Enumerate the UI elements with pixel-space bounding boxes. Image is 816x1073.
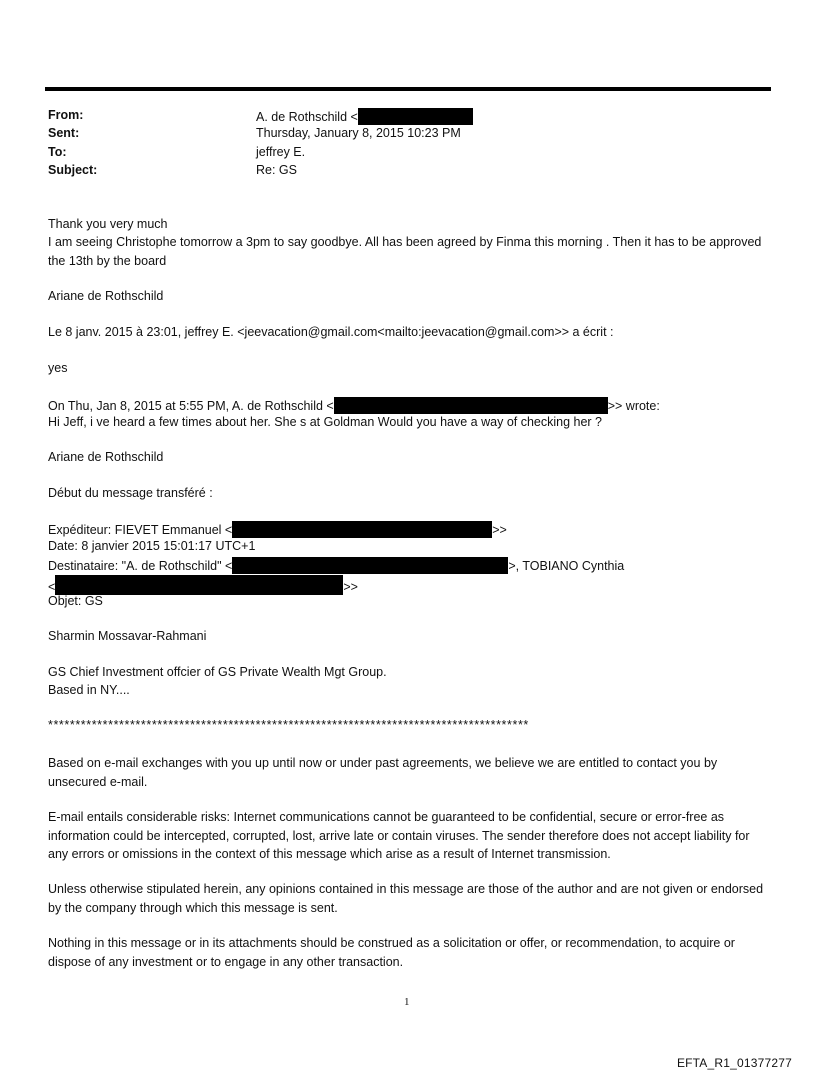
redaction-box: [232, 557, 508, 574]
from-label: From:: [48, 108, 84, 122]
body-line: Thank you very much: [48, 217, 168, 231]
separator-stars: ****************************************************************************************: [48, 718, 529, 732]
quote-intro: Le 8 janv. 2015 à 23:01, jeffrey E. <jeevacation@gmail.com<mailto:jeevacation@gmail.com>> a écrit :: [48, 325, 614, 339]
to-value: jeffrey E.: [256, 145, 306, 159]
redaction-box: [334, 397, 608, 414]
quoted-message: Hi Jeff, i ve heard a few times about her. She s at Goldman Would you have a way of checking her ?: [48, 415, 603, 429]
forward-subject: Objet: GS: [48, 594, 103, 608]
disclaimer-paragraph: E-mail entails considerable risks: Internet communications cannot be guaranteed to be confidential, secure or error-free as information could be intercepted, corrupted, lost, arrive late or contain viruses. The sender therefore does not accept liability for any errors or omissions in the context of this message which arise as a result of Internet transmission.: [48, 810, 750, 861]
from-value: [256, 108, 473, 125]
forward-recipient-cont: [48, 575, 358, 595]
to-label: To:: [48, 145, 67, 159]
person-name: Sharmin Mossavar-Rahmani: [48, 629, 207, 643]
redaction-box: [358, 108, 473, 125]
forward-recipient-cont-text: <: [48, 580, 56, 594]
forward-date: Date: 8 janvier 2015 15:01:17 UTC+1: [48, 539, 256, 553]
forward-recipient-tail: >, TOBIANO Cynthia: [508, 559, 625, 573]
forwarded-heading: Début du message transféré :: [48, 486, 213, 500]
forward-recipient-text: Destinataire: "A. de Rothschild" <: [48, 559, 233, 573]
reply-yes: yes: [48, 361, 68, 375]
document-id: EFTA_R1_01377277: [676, 1056, 792, 1070]
disclaimer-paragraph: Nothing in this message or in its attachments should be construed as a solicitation or offer, or recommendation, to acquire or dispose of any investment or to engage in any other transaction.: [48, 936, 735, 969]
person-location: Based in NY....: [48, 683, 130, 697]
header-divider: [45, 87, 771, 91]
signature: Ariane de Rothschild: [48, 450, 164, 464]
signature: Ariane de Rothschild: [48, 289, 164, 303]
forward-recipient-cont-tail: >>: [343, 580, 358, 594]
forward-recipient: [48, 557, 624, 574]
redaction-box: [232, 521, 492, 538]
body-paragraph: I am seeing Christophe tomorrow a 3pm to say goodbye. All has been agreed by Finma this morning . Then it has to be approved the 13th by the board: [48, 235, 762, 268]
subject-value: Re: GS: [256, 163, 297, 177]
forward-sender-text: Expéditeur: FIEVET Emmanuel <: [48, 523, 233, 537]
quoted-header: [48, 397, 660, 414]
disclaimer-paragraph: Unless otherwise stipulated herein, any opinions contained in this message are those of the author and are not given or endorsed by the company through which this message is sent.: [48, 882, 764, 915]
from-text: A. de Rothschild <: [256, 110, 358, 124]
forward-sender: [48, 521, 507, 538]
disclaimer-paragraph: Based on e-mail exchanges with you up until now or under past agreements, we believe we are entitled to contact you by unsecured e-mail.: [48, 756, 718, 789]
subject-label: Subject:: [48, 163, 98, 177]
person-role: GS Chief Investment offcier of GS Private Wealth Mgt Group.: [48, 665, 387, 679]
quoted-header-tail: >> wrote:: [607, 399, 660, 413]
forward-sender-tail: >>: [492, 523, 507, 537]
redaction-box: [55, 575, 343, 595]
page-number: 1: [404, 996, 410, 1008]
quoted-header-text: On Thu, Jan 8, 2015 at 5:55 PM, A. de Rothschild <: [48, 399, 334, 413]
sent-label: Sent:: [48, 126, 80, 140]
sent-value: Thursday, January 8, 2015 10:23 PM: [256, 126, 461, 140]
